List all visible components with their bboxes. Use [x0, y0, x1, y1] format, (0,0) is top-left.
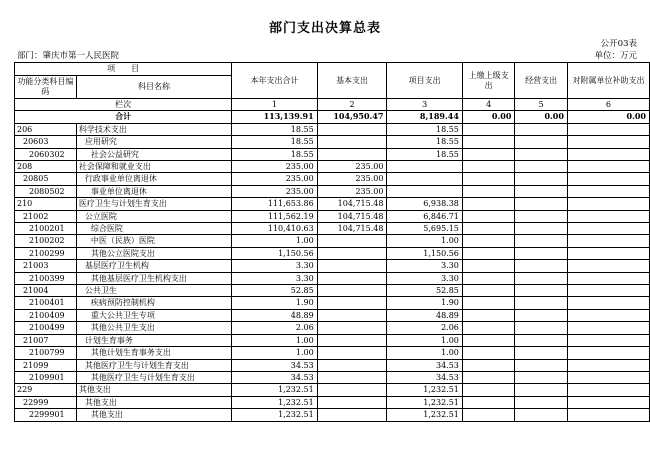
row-basic: [317, 272, 387, 284]
row-upper: [462, 173, 515, 185]
row-code: 2100401: [15, 297, 77, 309]
row-code: 2100399: [15, 272, 77, 284]
total-value: 0.00: [567, 111, 649, 123]
total-value: 0.00: [515, 111, 568, 123]
row-project: 18.55: [387, 123, 462, 135]
row-operating: [515, 322, 568, 334]
header-col3: 项目支出: [387, 63, 462, 99]
header-col2: 基本支出: [317, 63, 387, 99]
row-subsidy: [567, 247, 649, 259]
row-name: 其他公共卫生支出: [76, 322, 231, 334]
row-name: 公共卫生: [76, 285, 231, 297]
row-project: 18.55: [387, 136, 462, 148]
row-upper: [462, 371, 515, 383]
row-operating: [515, 173, 568, 185]
row-subsidy: [567, 161, 649, 173]
row-subsidy: [567, 384, 649, 396]
row-project: 48.89: [387, 309, 462, 321]
row-operating: [515, 260, 568, 272]
row-name: 社会保障和就业支出: [76, 161, 231, 173]
table-row: [15, 223, 650, 235]
row-code: 2080502: [15, 185, 77, 197]
row-total: 1.00: [232, 347, 317, 359]
table-row: [15, 334, 650, 346]
row-total: 1.00: [232, 235, 317, 247]
row-project: [387, 173, 462, 185]
row-project: 6,846.71: [387, 210, 462, 222]
row-operating: [515, 123, 568, 135]
row-project: 1.90: [387, 297, 462, 309]
row-project: 1.00: [387, 235, 462, 247]
total-row: [15, 111, 650, 123]
row-total: 111,562.19: [232, 210, 317, 222]
row-name: 事业单位离退休: [76, 185, 231, 197]
row-code: 21002: [15, 210, 77, 222]
row-basic: [317, 347, 387, 359]
row-name: 科学技术支出: [76, 123, 231, 135]
row-name: 其他公立医院支出: [76, 247, 231, 259]
expenditure-table: [14, 62, 650, 422]
row-operating: [515, 334, 568, 346]
row-project: 6,938.38: [387, 198, 462, 210]
row-code: 22999: [15, 396, 77, 408]
table-row: [15, 309, 650, 321]
row-code: 2100799: [15, 347, 77, 359]
row-project: 18.55: [387, 148, 462, 160]
row-code: 2299901: [15, 409, 77, 421]
row-basic: [317, 235, 387, 247]
row-code: 2100299: [15, 247, 77, 259]
row-subsidy: [567, 309, 649, 321]
row-basic: [317, 359, 387, 371]
row-operating: [515, 161, 568, 173]
row-name: 基层医疗卫生机构: [76, 260, 231, 272]
row-basic: 104,715.48: [317, 210, 387, 222]
row-basic: [317, 409, 387, 421]
row-basic: [317, 384, 387, 396]
table-row: [15, 148, 650, 160]
row-project: 3.30: [387, 260, 462, 272]
col-number: 4: [462, 99, 515, 111]
row-operating: [515, 247, 568, 259]
row-basic: [317, 297, 387, 309]
row-operating: [515, 223, 568, 235]
row-operating: [515, 409, 568, 421]
table-row: [15, 297, 650, 309]
table-row: [15, 260, 650, 272]
row-project: [387, 161, 462, 173]
row-total: 1.00: [232, 334, 317, 346]
row-project: 34.53: [387, 371, 462, 383]
row-total: 1.90: [232, 297, 317, 309]
row-name: 医疗卫生与计划生育支出: [76, 198, 231, 210]
table-row: [15, 272, 650, 284]
table-row: [15, 185, 650, 197]
table-row: [15, 235, 650, 247]
row-basic: [317, 247, 387, 259]
row-code: 2100499: [15, 322, 77, 334]
row-subsidy: [567, 173, 649, 185]
row-upper: [462, 309, 515, 321]
row-project: 1,232.51: [387, 384, 462, 396]
row-basic: 104,715.48: [317, 223, 387, 235]
row-name: 其他计划生育事务支出: [76, 347, 231, 359]
table-row: [15, 322, 650, 334]
row-subsidy: [567, 409, 649, 421]
table-row: [15, 409, 650, 421]
row-operating: [515, 285, 568, 297]
form-number: 公开03表: [600, 39, 637, 49]
row-subsidy: [567, 396, 649, 408]
row-basic: [317, 309, 387, 321]
total-value: 8,189.44: [387, 111, 462, 123]
row-project: 1.00: [387, 334, 462, 346]
row-code: 20805: [15, 173, 77, 185]
col-number: 3: [387, 99, 462, 111]
row-total: 18.55: [232, 148, 317, 160]
row-code: 21007: [15, 334, 77, 346]
row-name: 其他支出: [76, 409, 231, 421]
row-name: 其他医疗卫生与计划生育支出: [76, 359, 231, 371]
row-code: 21099: [15, 359, 77, 371]
row-project: 1,232.51: [387, 409, 462, 421]
table-row: [15, 161, 650, 173]
row-total: 111,653.86: [232, 198, 317, 210]
row-upper: [462, 347, 515, 359]
header-col6: 对附属单位补助支出: [567, 63, 649, 99]
table-row: [15, 210, 650, 222]
header-lanci: 栏次: [15, 99, 232, 111]
table-row: [15, 285, 650, 297]
row-name: 重大公共卫生专项: [76, 309, 231, 321]
row-total: 3.30: [232, 272, 317, 284]
row-subsidy: [567, 334, 649, 346]
row-total: 18.55: [232, 136, 317, 148]
table-row: [15, 371, 650, 383]
row-total: 48.89: [232, 309, 317, 321]
row-total: 34.53: [232, 359, 317, 371]
row-total: 235.00: [232, 161, 317, 173]
row-subsidy: [567, 148, 649, 160]
row-project: 5,695.15: [387, 223, 462, 235]
row-total: 3.30: [232, 260, 317, 272]
header-col5: 经营支出: [515, 63, 568, 99]
row-subsidy: [567, 371, 649, 383]
row-subsidy: [567, 235, 649, 247]
header-item: 项 目: [15, 63, 232, 76]
row-upper: [462, 247, 515, 259]
col-number: 6: [567, 99, 649, 111]
row-code: 21003: [15, 260, 77, 272]
row-operating: [515, 272, 568, 284]
row-subsidy: [567, 347, 649, 359]
total-value: 113,139.91: [232, 111, 317, 123]
row-subsidy: [567, 285, 649, 297]
header-code: 功能分类科目编码: [15, 76, 77, 99]
row-basic: [317, 285, 387, 297]
total-value: 0.00: [462, 111, 515, 123]
row-name: 中医（民族）医院: [76, 235, 231, 247]
row-total: 1,232.51: [232, 384, 317, 396]
row-operating: [515, 148, 568, 160]
row-total: 18.55: [232, 123, 317, 135]
table-row: [15, 198, 650, 210]
row-total: 1,232.51: [232, 396, 317, 408]
row-total: 235.00: [232, 173, 317, 185]
row-basic: [317, 148, 387, 160]
row-upper: [462, 198, 515, 210]
row-code: 2060302: [15, 148, 77, 160]
col-number: 5: [515, 99, 568, 111]
row-subsidy: [567, 198, 649, 210]
row-code: 2100409: [15, 309, 77, 321]
row-subsidy: [567, 210, 649, 222]
row-name: 其他医疗卫生与计划生育支出: [76, 371, 231, 383]
row-upper: [462, 334, 515, 346]
row-basic: 235.00: [317, 185, 387, 197]
row-operating: [515, 297, 568, 309]
row-operating: [515, 210, 568, 222]
row-name: 公立医院: [76, 210, 231, 222]
row-upper: [462, 123, 515, 135]
total-label: 合计: [15, 111, 232, 123]
row-operating: [515, 185, 568, 197]
table-row: [15, 347, 650, 359]
row-upper: [462, 223, 515, 235]
row-name: 综合医院: [76, 223, 231, 235]
row-code: 2109901: [15, 371, 77, 383]
row-upper: [462, 322, 515, 334]
row-subsidy: [567, 223, 649, 235]
row-upper: [462, 272, 515, 284]
row-name: 疾病预防控制机构: [76, 297, 231, 309]
row-basic: 235.00: [317, 173, 387, 185]
row-subsidy: [567, 272, 649, 284]
row-name: 计划生育事务: [76, 334, 231, 346]
row-project: 1.00: [387, 347, 462, 359]
row-code: 21004: [15, 285, 77, 297]
col-number: 1: [232, 99, 317, 111]
row-project: 2.06: [387, 322, 462, 334]
header-col1: 本年支出合计: [232, 63, 317, 99]
table-row: [15, 123, 650, 135]
unit-label: 单位：万元: [594, 51, 637, 61]
row-basic: [317, 136, 387, 148]
row-code: 2100201: [15, 223, 77, 235]
row-upper: [462, 285, 515, 297]
row-operating: [515, 384, 568, 396]
row-subsidy: [567, 260, 649, 272]
row-project: 1,232.51: [387, 396, 462, 408]
department-label: 部门：肇庆市第一人民医院: [17, 51, 120, 61]
row-upper: [462, 210, 515, 222]
table-row: [15, 359, 650, 371]
row-operating: [515, 198, 568, 210]
row-upper: [462, 235, 515, 247]
row-subsidy: [567, 136, 649, 148]
row-basic: [317, 260, 387, 272]
row-operating: [515, 309, 568, 321]
row-total: 34.53: [232, 371, 317, 383]
row-project: [387, 185, 462, 197]
table-row: [15, 136, 650, 148]
row-upper: [462, 148, 515, 160]
row-code: 208: [15, 161, 77, 173]
row-upper: [462, 359, 515, 371]
row-total: 235.00: [232, 185, 317, 197]
row-name: 行政事业单位离退休: [76, 173, 231, 185]
row-subsidy: [567, 185, 649, 197]
row-subsidy: [567, 123, 649, 135]
row-upper: [462, 136, 515, 148]
row-operating: [515, 136, 568, 148]
row-code: 20603: [15, 136, 77, 148]
table-row: [15, 247, 650, 259]
table-row: [15, 396, 650, 408]
header-col4: 上缴上级支出: [462, 63, 515, 99]
row-operating: [515, 396, 568, 408]
row-name: 其他支出: [76, 396, 231, 408]
row-code: 229: [15, 384, 77, 396]
row-name: 其他支出: [76, 384, 231, 396]
row-basic: [317, 334, 387, 346]
row-total: 1,232.51: [232, 409, 317, 421]
row-basic: [317, 322, 387, 334]
row-name: 社会公益研究: [76, 148, 231, 160]
row-project: 52.85: [387, 285, 462, 297]
row-basic: [317, 371, 387, 383]
page-title: 部门支出决算总表: [268, 21, 381, 36]
row-basic: 104,715.48: [317, 198, 387, 210]
row-upper: [462, 409, 515, 421]
row-project: 34.53: [387, 359, 462, 371]
row-project: 3.30: [387, 272, 462, 284]
row-upper: [462, 161, 515, 173]
row-subsidy: [567, 322, 649, 334]
total-value: 104,950.47: [317, 111, 387, 123]
col-number: 2: [317, 99, 387, 111]
row-subsidy: [567, 297, 649, 309]
row-upper: [462, 396, 515, 408]
row-total: 110,410.63: [232, 223, 317, 235]
row-code: 210: [15, 198, 77, 210]
row-basic: [317, 123, 387, 135]
row-name: 应用研究: [76, 136, 231, 148]
row-upper: [462, 185, 515, 197]
row-operating: [515, 371, 568, 383]
table-row: [15, 173, 650, 185]
row-operating: [515, 235, 568, 247]
row-name: 其他基层医疗卫生机构支出: [76, 272, 231, 284]
row-total: 2.06: [232, 322, 317, 334]
row-code: 2100202: [15, 235, 77, 247]
table-row: [15, 384, 650, 396]
row-operating: [515, 347, 568, 359]
row-upper: [462, 384, 515, 396]
row-total: 52.85: [232, 285, 317, 297]
row-basic: [317, 396, 387, 408]
row-upper: [462, 297, 515, 309]
row-basic: 235.00: [317, 161, 387, 173]
row-subsidy: [567, 359, 649, 371]
row-upper: [462, 260, 515, 272]
header-name: 科目名称: [76, 76, 231, 99]
row-total: 1,150.56: [232, 247, 317, 259]
row-code: 206: [15, 123, 77, 135]
row-project: 1,150.56: [387, 247, 462, 259]
row-operating: [515, 359, 568, 371]
